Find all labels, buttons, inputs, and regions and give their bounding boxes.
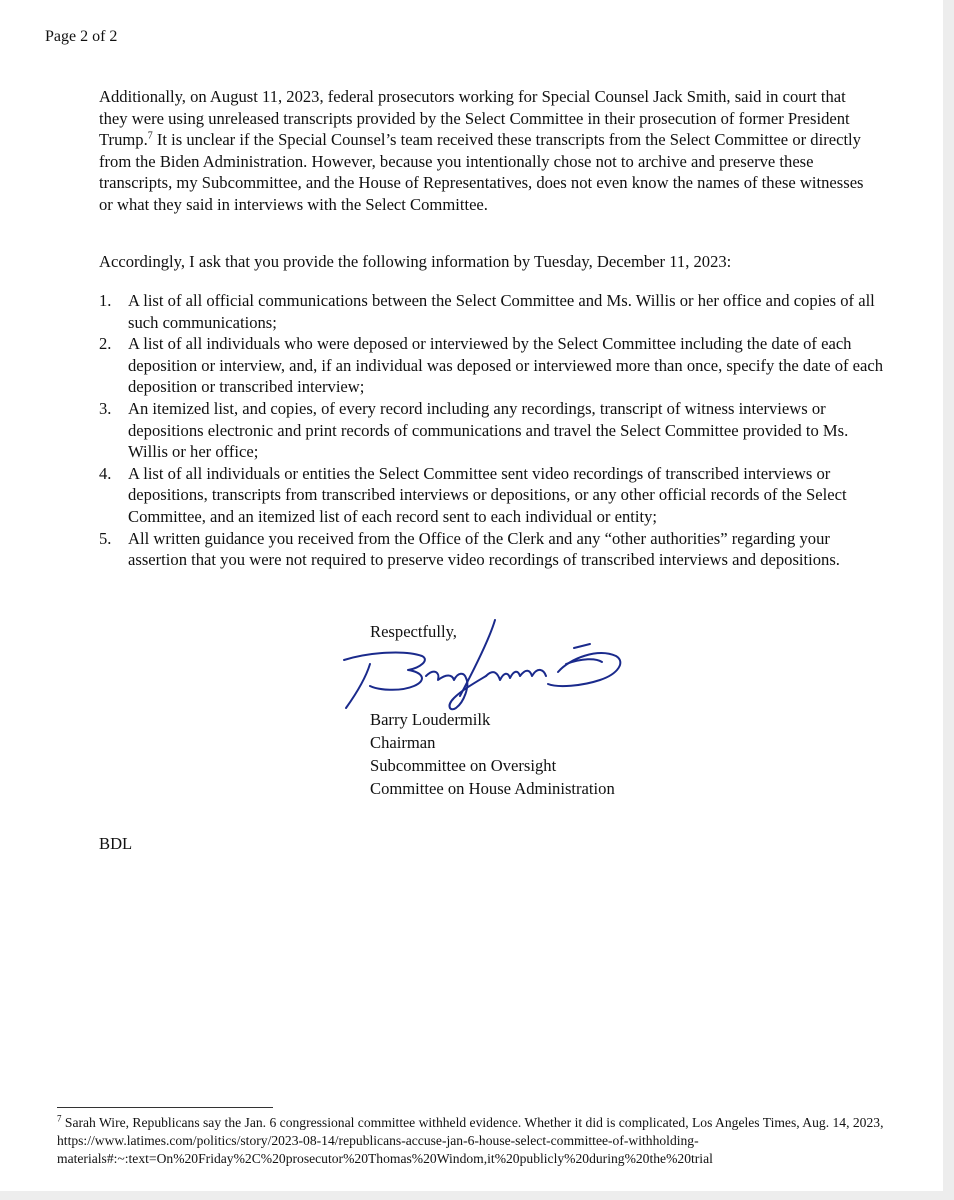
list-item-number: 3.	[99, 398, 112, 418]
signature-stroke	[344, 653, 425, 690]
paragraph-text: Additionally, on August 11, 2023, federal prosecutors working for Special Counsel Jack Smith, said in court that they were using unreleased transcripts provided by the Select Committee in their prosecution of former President Trump.	[99, 87, 850, 150]
footnote-reference: 7	[147, 130, 153, 142]
request-list	[99, 290, 889, 571]
signature-stroke	[486, 670, 546, 680]
page-number: Page 2 of 2	[45, 28, 118, 45]
list-item	[99, 333, 889, 398]
page-edge-bottom	[0, 1191, 954, 1200]
signature-stroke	[566, 659, 602, 664]
list-item-number: 1.	[99, 291, 112, 310]
list-item-text: A list of all individuals or entities the Select Committee sent video recordings of transcribed interviews or depositions, transcripts from transcribed interviews or depositions, or any other official records of the Select Committee, and an itemized list of each record sent to each individual or entity;	[128, 463, 847, 526]
signature-stroke	[426, 672, 486, 710]
list-item	[99, 463, 889, 528]
page-edge-right	[943, 0, 954, 1200]
list-item-text: A list of all official communications between the Select Committee and Ms. Willis or her office and copies of all such communications;	[128, 291, 875, 332]
typist-initials: BDL	[99, 834, 133, 853]
footnote-marker: 7	[57, 1113, 62, 1124]
list-item-text: A list of all individuals who were deposed or interviewed by the Select Committee including the date of each deposition or interview, and, if an individual was deposed or interviewed more than once, specify the date of each deposition or transcribed interview;	[128, 334, 884, 397]
paragraph-special-counsel	[99, 86, 869, 216]
signature-stroke	[460, 620, 495, 696]
footnote-text: Sarah Wire, Republicans say the Jan. 6 congressional committee withheld evidence. Whether it did is complicated, Los Angeles Times, Aug. 14, 2023, https://www.latimes.com/politics/story/2023-08-14/republicans-accuse-jan-6-house-select-committee-of-withholding-materials#:~:text=On%20Friday%2C%20prosecutor%20Thomas%20Windom,it%20publicly%20during%20the%20trial	[57, 1115, 884, 1166]
list-item-text: An itemized list, and copies, of every record including any recordings, transcript of witness interviews or depositions electronic and print records of communications and travel the Select Committee provided to Ms. Willis or her office;	[128, 398, 849, 462]
list-item	[99, 528, 889, 571]
signer-name: Barry Loudermilk	[370, 710, 491, 729]
list-item	[99, 290, 889, 333]
signature-stroke	[346, 664, 370, 708]
list-item-text: All written guidance you received from the Office of the Clerk and any “other authorities” regarding your assertion that you were not required to preserve video recordings of transcribed interviews and depositions.	[128, 528, 840, 570]
closing-salutation: Respectfully,	[370, 622, 457, 641]
signer-subcommittee: Subcommittee on Oversight	[370, 756, 557, 775]
paragraph-request-intro: Accordingly, I ask that you provide the following information by Tuesday, December 11, 2023:	[99, 252, 732, 271]
signer-committee: Committee on House Administration	[370, 779, 615, 798]
list-item	[99, 398, 889, 463]
list-item-number: 4.	[99, 463, 112, 483]
signature-stroke	[574, 644, 590, 648]
list-item-number: 5.	[99, 528, 112, 548]
signer-title: Chairman	[370, 733, 436, 752]
handwritten-signature	[330, 612, 630, 722]
footnote-divider	[57, 1107, 273, 1108]
footnote	[57, 1114, 897, 1168]
paragraph-text-continued: It is unclear if the Special Counsel’s team received these transcripts from the Select Committee or directly from the Biden Administration. However, because you intentionally chose not to archive and preserve these transcripts, my Subcommittee, and the House of Representatives, does not even know the names of these witnesses or what they said in interviews with the Select Committee.	[99, 130, 864, 214]
list-item-number: 2.	[99, 334, 112, 354]
signature-stroke	[548, 653, 620, 686]
